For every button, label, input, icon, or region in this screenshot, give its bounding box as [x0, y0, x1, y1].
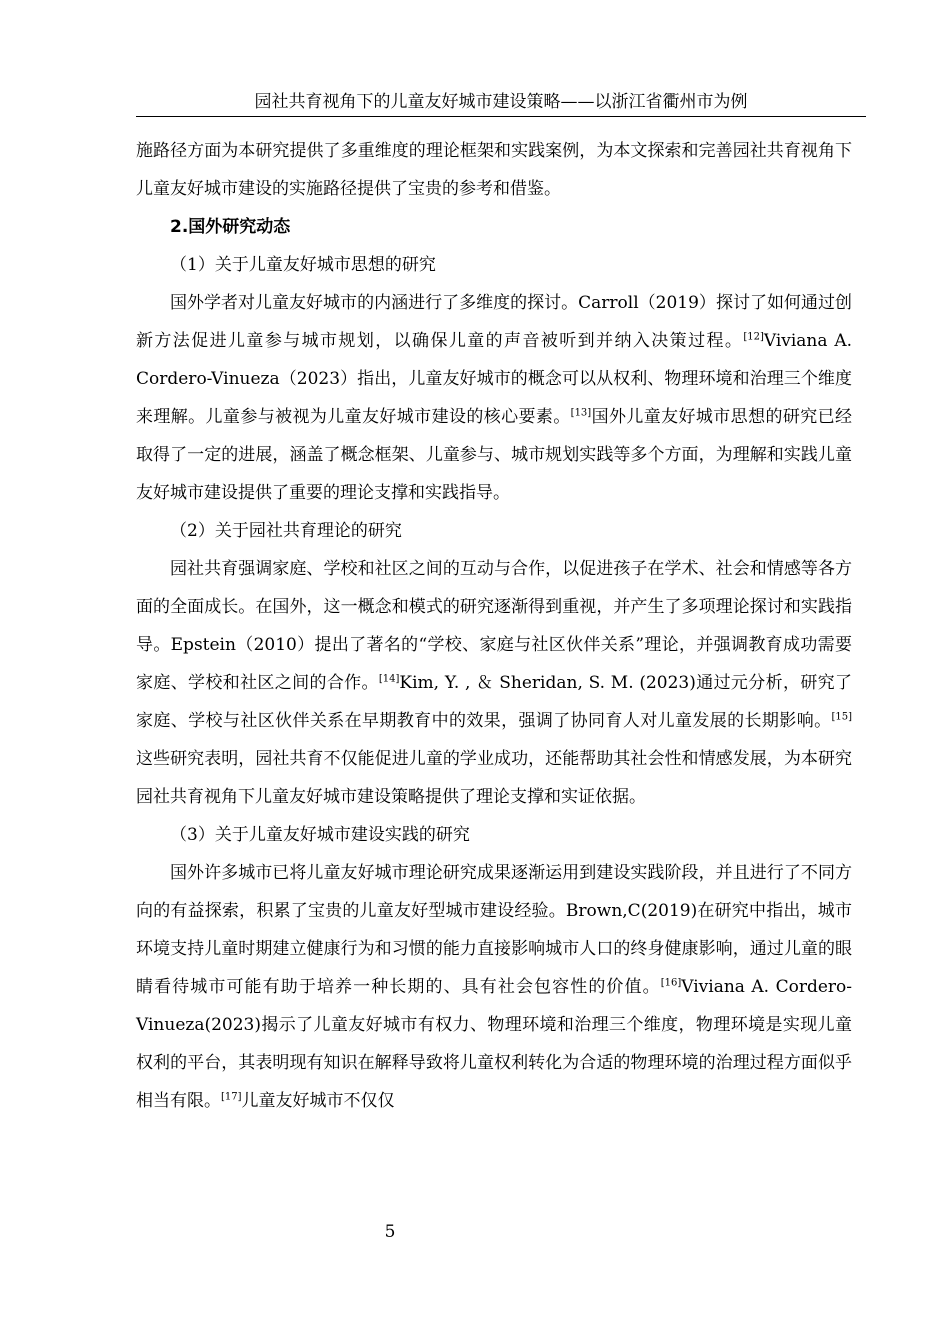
text-run: 国外学者对儿童友好城市的内涵进行了多维度的探讨。Carroll（2019）探讨了如何通过创新方法促进儿童参与城市规划，以确保儿童的声音被听到并纳入决策过程。 [136, 293, 852, 351]
running-header: 园社共育视角下的儿童友好城市建设策略——以浙江省衢州市为例 [254, 92, 748, 112]
subheading-child-friendly-city-thought: （1）关于儿童友好城市思想的研究 [170, 255, 436, 275]
paragraph-child-friendly-city-thought [136, 284, 852, 512]
paragraph-continuation: 施路径方面为本研究提供了多重维度的理论框架和实践案例，为本文探索和完善园社共育视角下儿童友好城市建设的实施路径提供了宝贵的参考和借鉴。 [136, 141, 852, 199]
text-run: 园社共育强调家庭、学校和社区之间的互动与合作，以促进孩子在学术、社会和情感等各方面的全面成长。在国外，这一概念和模式的研究逐渐得到重视，并产生了多项理论探讨和实践指导。Epstein（2010）提出了著名的“学校、家庭与社区伙伴关系”理论，并强调教育成功需要家庭、学校和社区之间的合作。 [136, 559, 852, 693]
header-rule [136, 116, 866, 117]
page-number: 5 [384, 1222, 396, 1242]
subheading-co-education-theory: （2）关于园社共育理论的研究 [170, 521, 402, 541]
text-run: Viviana A. Cordero-Vinueza（2023）指出，儿童友好城市的概念可以从权利、物理环境和治理三个维度来理解。儿童参与被视为儿童友好城市建设的核心要素。 [136, 331, 853, 427]
subheading-construction-practice: （3）关于儿童友好城市建设实践的研究 [170, 825, 470, 845]
text-run: 国外儿童友好城市思想的研究已经取得了一定的进展，涵盖了概念框架、儿童参与、城市规划实践等多个方面，为理解和实践儿童友好城市建设提供了重要的理论支撑和实践指导。 [136, 407, 853, 503]
text-run: Kim, Y. , ＆ Sheridan, S. M. (2023)通过元分析，研究了家庭、学校与社区伙伴关系在早期教育中的效果，强调了协同育人对儿童发展的长期影响。 [136, 673, 853, 731]
citation-ref-12: [12] [743, 331, 764, 343]
citation-ref-13: [13] [570, 407, 592, 419]
citation-ref-14: [14] [378, 673, 400, 685]
text-run: 儿童友好城市不仅仅 [241, 1091, 395, 1111]
text-run: 国外许多城市已将儿童友好城市理论研究成果逐渐运用到建设实践阶段，并且进行了不同方向的有益探索，积累了宝贵的儿童友好型城市建设经验。Brown,C(2019)在研究中指出，城市环境支持儿童时期建立健康行为和习惯的能力直接影响城市人口的终身健康影响，通过儿童的眼睛看待城市可能有助于培养一种长期的、具有社会包容性的价值。 [136, 863, 852, 997]
text-run: 这些研究表明，园社共育不仅能促进儿童的学业成功，还能帮助其社会性和情感发展，为本研究园社共育视角下儿童友好城市建设策略提供了理论支撑和实证依据。 [136, 749, 852, 807]
paragraph-co-education-theory [136, 550, 852, 816]
body-text [136, 132, 852, 1120]
citation-ref-17: [17] [221, 1091, 242, 1103]
citation-ref-16: [16] [660, 977, 682, 989]
paragraph-construction-practice [136, 854, 852, 1120]
section-heading-foreign-research: 2.国外研究动态 [170, 217, 291, 237]
citation-ref-15: [15] [831, 711, 852, 723]
text-run: Viviana A. Cordero-Vinueza(2023)揭示了儿童友好城市有权力、物理环境和治理三个维度，物理环境是实现儿童权利的平台，其表明现有知识在解释导致将儿童权利转化为合适的物理环境的治理过程方面似乎相当有限。 [136, 977, 853, 1111]
